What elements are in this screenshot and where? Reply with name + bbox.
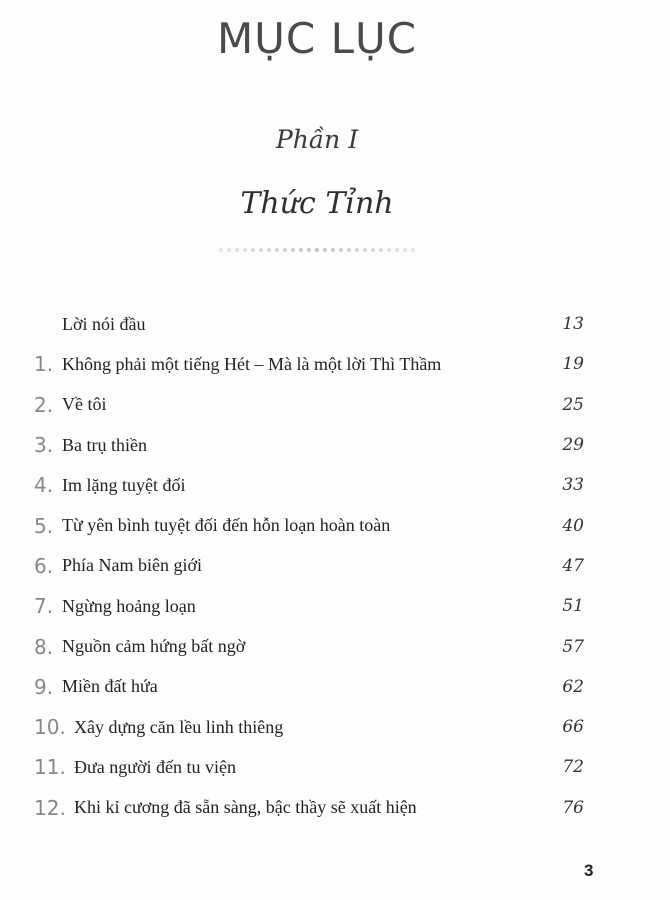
toc-entry-preface[interactable] xyxy=(34,304,584,344)
divider-dot xyxy=(227,248,231,252)
toc-entry-number: 5. xyxy=(34,513,54,538)
toc-entry-chapter-10[interactable] xyxy=(34,707,584,747)
toc-entry-chapter-2[interactable] xyxy=(34,385,584,425)
divider-dot xyxy=(331,248,335,252)
toc-entry-number: 7. xyxy=(34,594,54,619)
toc-entry-chapter-7[interactable] xyxy=(34,586,584,626)
divider-dot xyxy=(403,248,407,252)
divider-dot xyxy=(299,248,303,252)
divider-dot xyxy=(307,248,311,252)
divider-dot xyxy=(323,248,327,252)
toc-entry-chapter-4[interactable] xyxy=(34,465,584,505)
divider-dot xyxy=(275,248,279,252)
toc-entry-title: Không phải một tiếng Hét – Mà là một lời Thì Thầm xyxy=(62,353,442,374)
toc-entry-number: 11. xyxy=(34,755,66,780)
toc-entry-page: 29 xyxy=(562,435,584,456)
divider-dot xyxy=(395,248,399,252)
divider-dot xyxy=(339,248,343,252)
part-number: Phần I xyxy=(275,125,359,154)
divider-dot xyxy=(347,248,351,252)
toc-entry-title: Im lặng tuyệt đối xyxy=(62,474,186,495)
toc-entry-number: 8. xyxy=(34,634,54,659)
toc-entry-chapter-8[interactable] xyxy=(34,626,584,666)
toc-entry-title: Ngừng hoảng loạn xyxy=(62,595,196,616)
toc-entry-title: Khi kỉ cương đã sẵn sàng, bậc thầy sẽ xuất hiện xyxy=(74,797,417,818)
toc-entry-chapter-9[interactable] xyxy=(34,667,584,707)
toc-entry-number: 4. xyxy=(34,473,54,498)
divider-dot xyxy=(371,248,375,252)
divider-dot xyxy=(411,248,415,252)
divider-dot xyxy=(291,248,295,252)
divider-dot xyxy=(363,248,367,252)
divider-dot xyxy=(267,248,271,252)
toc-entry-title: Lời nói đầu xyxy=(62,313,146,334)
divider-dot xyxy=(387,248,391,252)
toc-entry-title: Nguồn cảm hứng bất ngờ xyxy=(62,636,246,657)
toc-entry-title: Miền đất hứa xyxy=(62,676,158,697)
toc-entry-page: 47 xyxy=(562,555,584,576)
toc-entry-number: 6. xyxy=(34,553,54,578)
toc-entry-title: Về tôi xyxy=(62,394,107,415)
divider-dot xyxy=(219,248,223,252)
toc-entry-number: 1. xyxy=(34,352,54,377)
toc-entry-title: Xây dựng căn lều linh thiêng xyxy=(74,716,284,737)
toc-entry-page: 19 xyxy=(562,354,584,375)
toc-entry-title: Ba trụ thiền xyxy=(62,434,147,455)
divider-dot xyxy=(243,248,247,252)
toc-entry-page: 13 xyxy=(562,314,584,335)
divider-dot xyxy=(251,248,255,252)
toc-entry-page: 51 xyxy=(562,596,584,617)
part-title: Thức Tỉnh xyxy=(240,186,394,221)
toc-entry-page: 57 xyxy=(562,636,584,657)
toc-entry-chapter-5[interactable] xyxy=(34,505,584,545)
toc-entry-page: 25 xyxy=(562,394,584,415)
divider-dot xyxy=(259,248,263,252)
page-number: 3 xyxy=(584,861,594,880)
divider-dot xyxy=(235,248,239,252)
divider-dot xyxy=(315,248,319,252)
toc-entry-title: Phía Nam biên giới xyxy=(62,555,203,576)
toc-entry-page: 62 xyxy=(562,676,584,697)
toc-entry-number: 9. xyxy=(34,674,54,699)
toc-entry-page: 76 xyxy=(562,797,584,818)
divider-dot xyxy=(283,248,287,252)
divider-dot xyxy=(355,248,359,252)
divider-dot xyxy=(379,248,383,252)
toc-entry-number: 10. xyxy=(34,715,66,740)
toc-entry-chapter-3[interactable] xyxy=(34,425,584,465)
toc-entry-chapter-12[interactable] xyxy=(34,788,584,828)
toc-entry-page: 66 xyxy=(562,717,584,738)
page-heading: MỤC LỤC xyxy=(216,14,418,63)
toc-entry-chapter-11[interactable] xyxy=(34,747,584,787)
toc-entry-chapter-6[interactable] xyxy=(34,546,584,586)
toc-entry-chapter-1[interactable] xyxy=(34,344,584,384)
toc-entry-page: 33 xyxy=(562,475,584,496)
toc-entry-page: 72 xyxy=(562,757,584,778)
toc-entry-title: Đưa người đến tu viện xyxy=(74,756,236,777)
toc-entry-number: 3. xyxy=(34,433,54,458)
table-of-contents xyxy=(34,304,584,828)
toc-entry-title: Từ yên bình tuyệt đối đến hỗn loạn hoàn toàn xyxy=(62,515,391,536)
toc-entry-number: 12. xyxy=(34,795,66,820)
toc-entry-number: 2. xyxy=(34,392,54,417)
toc-entry-page: 40 xyxy=(562,515,584,536)
dotted-divider xyxy=(219,247,415,253)
